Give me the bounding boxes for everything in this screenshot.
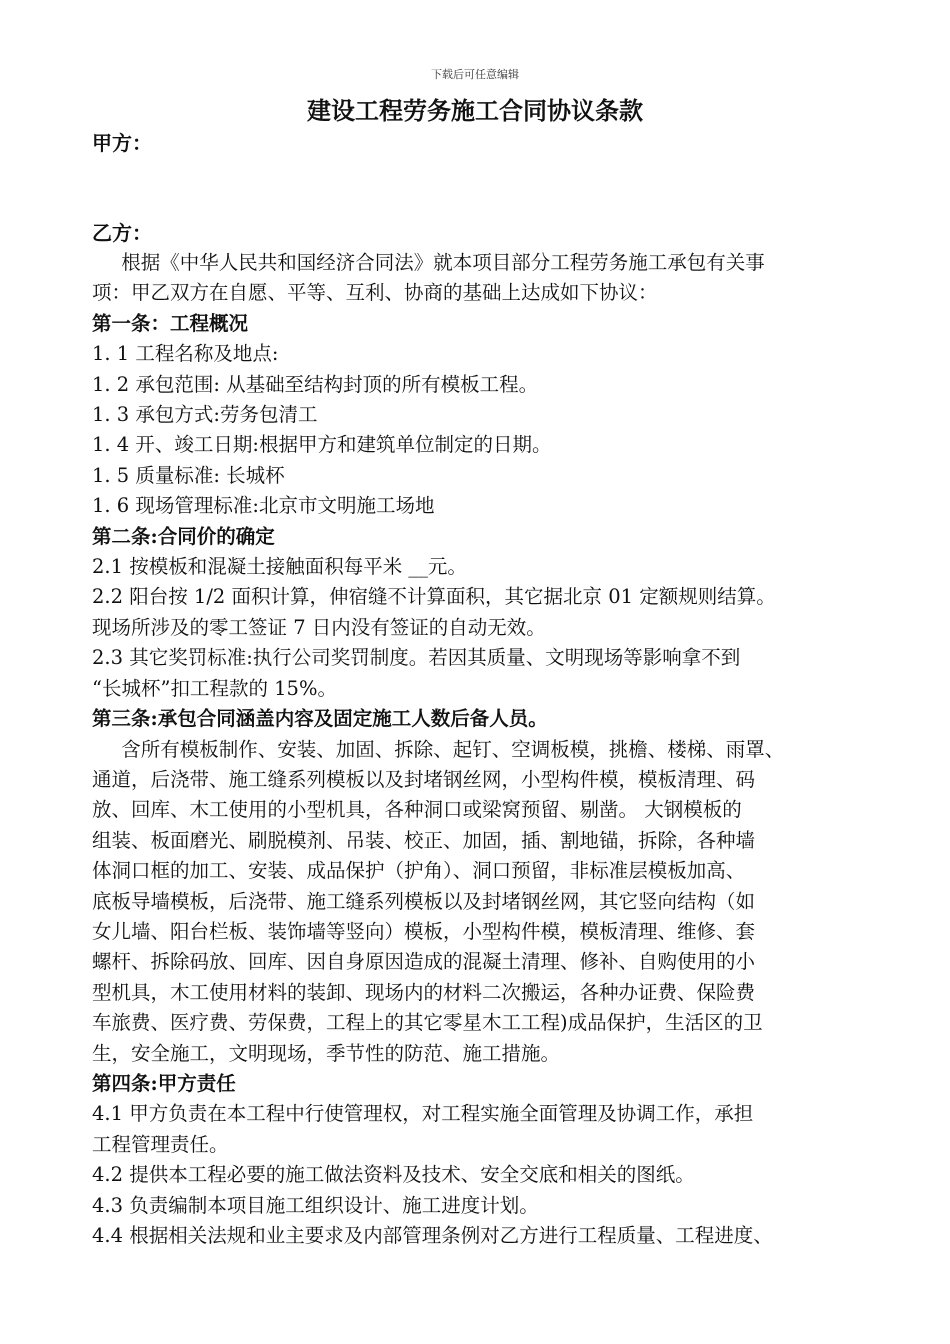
section-1-item: 1. 4 开、竣工日期:根据甲方和建筑单位制定的日期。 [92, 433, 552, 457]
section-4-line: 工程管理责任。 [92, 1132, 229, 1156]
section-2-line: 2.2 阳台按 1/2 面积计算，伸宿缝不计算面积，其它据北京 01 定额规则结算。 [92, 585, 776, 609]
section-2-line: 2.1 按模板和混凝土接触面积每平米 __元。 [92, 555, 467, 579]
contract-body [92, 248, 872, 1251]
section-2-line: 2.3 其它奖罚标准:执行公司奖罚制度。若因其质量、文明现场等影响拿不到 [92, 646, 741, 670]
section-4-line: 4.1 甲方负责在本工程中行使管理权，对工程实施全面管理及协调工作，承担 [92, 1102, 754, 1126]
section-3-line: 车旅费、医疗费、劳保费，工程上的其它零星木工工程)成品保护，生活区的卫 [92, 1011, 763, 1035]
section-3-line: 底板导墙模板，后浇带、施工缝系列模板以及封堵钢丝网，其它竖向结构（如 [92, 889, 756, 913]
section-2-heading: 第二条:合同价的确定 [92, 524, 275, 548]
section-4-line: 4.3 负责编制本项目施工组织设计、施工进度计划。 [92, 1193, 539, 1217]
section-3-line: 含所有模板制作、安装、加固、拆除、起钉、空调板模，挑檐、楼梯、雨罩、 [121, 737, 785, 761]
document-title: 建设工程劳务施工合同协议条款 [307, 96, 643, 125]
section-3-line: 通道，后浇带、施工缝系列模板以及封堵钢丝网，小型构件模，模板清理、码 [92, 767, 756, 791]
party-b-label: 乙方： [92, 221, 152, 245]
section-4-line: 4.4 根据相关法规和业主要求及内部管理条例对乙方进行工程质量、工程进度、 [92, 1224, 773, 1247]
section-4-heading: 第四条:甲方责任 [92, 1071, 236, 1095]
section-4-line: 4.2 提供本工程必要的施工做法资料及技术、安全交底和相关的图纸。 [92, 1163, 695, 1187]
section-3-line: 放、回库、木工使用的小型机具，各种洞口或梁窝预留、剔凿。 大钢模板的 [92, 798, 742, 822]
section-1-heading: 第一条：工程概况 [92, 311, 249, 335]
section-1-item: 1. 3 承包方式:劳务包清工 [92, 403, 318, 427]
section-2-line: 现场所涉及的零工签证 7 日内没有签证的自动无效。 [92, 615, 546, 639]
intro-line: 根据《中华人民共和国经济合同法》就本项目部分工程劳务施工承包有关事 [121, 251, 765, 274]
section-3-line: 生，安全施工，文明现场，季节性的防范、施工措施。 [92, 1041, 561, 1065]
section-1-item: 1. 1 工程名称及地点: [92, 342, 279, 366]
header-note: 下载后可任意编辑 [431, 68, 519, 81]
section-3-line: 女儿墙、阳台栏板、装饰墙等竖向）模板，小型构件模，模板清理、维修、套 [92, 919, 756, 943]
section-2-line: “长城杯”扣工程款的 15%。 [92, 676, 337, 700]
intro-line: 项：甲乙双方在自愿、平等、互利、协商的基础上达成如下协议： [92, 281, 658, 305]
section-3-line: 螺杆、拆除码放、回库、因自身原因造成的混凝土清理、修补、自购使用的小 [92, 950, 756, 974]
section-3-line: 组装、板面磨光、刷脱模剂、吊装、校正、加固，插、割地锚，拆除，各种墙 [92, 828, 756, 852]
party-a-label: 甲方： [92, 131, 152, 155]
section-1-item: 1. 6 现场管理标准:北京市文明施工场地 [92, 494, 435, 518]
section-1-item: 1. 2 承包范围: 从基础至结构封顶的所有模板工程。 [92, 372, 539, 396]
section-3-line: 体洞口框的加工、安装、成品保护（护角）、洞口预留，非标准层模板加高、 [92, 859, 746, 883]
section-1-item: 1. 5 质量标准: 长城杯 [92, 463, 285, 487]
section-3-line: 型机具，木工使用材料的装卸、现场内的材料二次搬运，各种办证费、保险费 [92, 980, 756, 1004]
section-3-heading: 第三条:承包合同涵盖内容及固定施工人数后备人员。 [92, 707, 548, 731]
